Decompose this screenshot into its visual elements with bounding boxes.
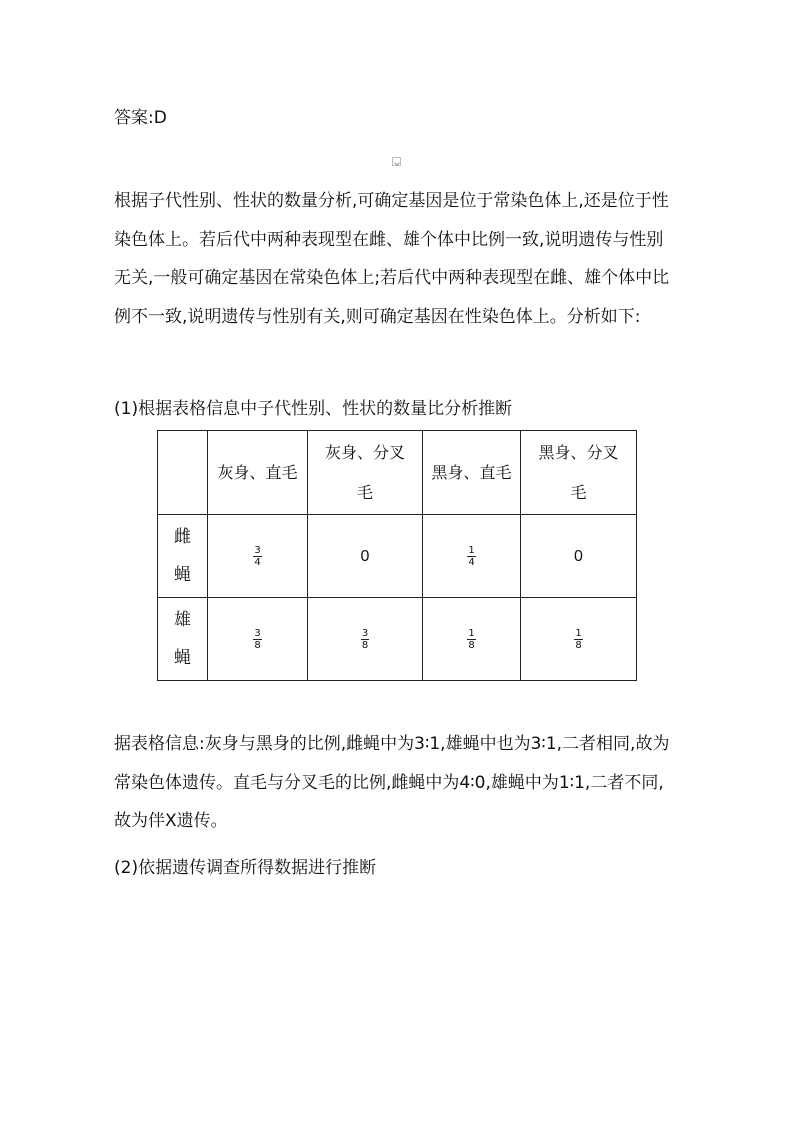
answer-line: 答案:D — [114, 108, 167, 128]
fraction: $\frac{1}{4}$ — [468, 544, 475, 568]
table-cell — [208, 598, 308, 681]
table-cell — [423, 515, 521, 598]
table-cell: 0 — [521, 515, 637, 598]
analysis-paragraph: 根据子代性别、性状的数量分析,可确定基因是位于常染色体上,还是位于性染色体上。若后代中两种表现型在雌、雄个体中比例一致,说明遗传与性别无关,一般可确定基因在常染色体上;若后代中两种表现型在雌、雄个体中比例不一致,说明遗传与性别有关,则可确定基因在性染色体上。分析如下: — [114, 191, 670, 327]
section-1-title: (1)根据表格信息中子代性别、性状的数量比分析推断 — [114, 399, 513, 419]
fraction: $\frac{1}{8}$ — [575, 627, 582, 651]
fraction: $\frac{3}{8}$ — [361, 627, 369, 651]
table-cell — [308, 598, 423, 681]
row-label: 雄 蝇 — [158, 598, 208, 681]
table-cell — [208, 515, 308, 598]
table-row — [158, 515, 637, 598]
column-header — [208, 431, 308, 515]
table-corner-cell — [158, 431, 208, 515]
table-header-row — [158, 431, 637, 515]
column-header-label: 黑身、分叉 毛 — [538, 442, 619, 502]
row-label: 雌 蝇 — [158, 515, 208, 598]
column-header-label: 灰身、直毛 — [217, 462, 298, 482]
table-conclusion-paragraph: 据表格信息:灰身与黑身的比例,雌蝇中为3∶1,雄蝇中也为3∶1,二者相同,故为常染色体遗传。直毛与分叉毛的比例,雌蝇中为4∶0,雄蝇中为1∶1,二者不同,故为伴X遗传。 — [114, 734, 670, 831]
column-header-label: 灰身、分叉 毛 — [324, 442, 405, 502]
table-cell: 0 — [308, 515, 423, 598]
column-header — [423, 431, 521, 515]
column-header-label: 黑身、直毛 — [431, 462, 512, 482]
fraction: $\frac{3}{4}$ — [254, 544, 261, 568]
fraction: $\frac{3}{8}$ — [254, 627, 261, 651]
fraction: $\frac{1}{8}$ — [468, 627, 475, 651]
column-header — [521, 431, 637, 515]
table-row — [158, 598, 637, 681]
column-header — [308, 431, 423, 515]
table-cell — [521, 598, 637, 681]
ratio-table — [157, 430, 637, 681]
section-2-title: (2)依据遗传调查所得数据进行推断 — [114, 858, 377, 878]
table-cell — [423, 598, 521, 681]
image-icon — [392, 157, 401, 166]
